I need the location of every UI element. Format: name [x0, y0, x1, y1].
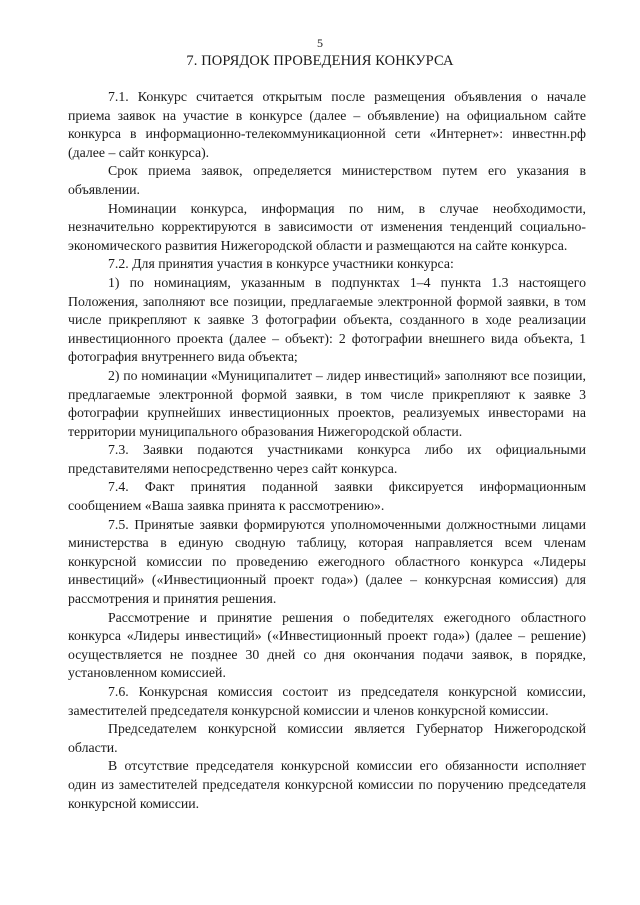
paragraph-7-3: 7.3. Заявки подаются участниками конкурса либо их официальными представителями непосредственно через сайт конкурса. — [68, 442, 586, 476]
paragraph-7-5: 7.5. Принятые заявки формируются уполномоченными должностными лицами министерства в единую сводную таблицу, которая направляется всем членам конкурсной комиссии по проведению ежегодного областного конкурса «Лидеры инвестиций» («Инвестиционный проект года») (далее – конкурсная комиссия) для рассмотрения и принятия решения. — [68, 516, 586, 607]
paragraph-7-2-item-1: 1) по номинациям, указанным в подпунктах 1–4 пункта 1.3 настоящего Положения, заполняют все позиции, предлагаемые электронной формой заявки, в том числе прикрепляют к заявке 3 фотографии объекта, созданного в ходе реализации инвестиционного проекта (далее – объект): 2 фотографии внешнего вида объекта, 1 фотография внутреннего вида объекта; — [68, 274, 586, 365]
paragraph-nominations: Номинации конкурса, информация по ним, в случае необходимости, незначительно корректируются в зависимости от изменения тенденций социально-экономического развития Нижегородской области и размещаются на сайте конкурса. — [68, 200, 586, 253]
paragraph-7-2-item-2: 2) по номинации «Муниципалитет – лидер инвестиций» заполняют все позиции, предлагаемые электронной формой заявки, в том числе прикрепляют к заявке 3 фотографии крупнейших инвестиционных проектов, реализуемых инвесторами на территории муниципального образования Нижегородской области. — [68, 367, 586, 439]
paragraph-chairman-absence: В отсутствие председателя конкурсной комиссии его обязанности исполняет один из заместителей председателя конкурсной комиссии по поручению председателя конкурсной комиссии. — [68, 758, 586, 811]
paragraph-7-6: 7.6. Конкурсная комиссия состоит из председателя конкурсной комиссии, заместителей председателя конкурсной комиссии и членов конкурсной комиссии. — [68, 684, 586, 718]
page-number: 5 — [317, 36, 323, 50]
paragraph-7-1: 7.1. Конкурс считается открытым после размещения объявления о начале приема заявок на участие в конкурсе (далее – объявление) на официальном сайте конкурса в информационно-телекоммуникационной сети «Интернет»: инвестнн.рф (далее – сайт конкурса). — [68, 89, 586, 160]
section-title: 7. ПОРЯДОК ПРОВЕДЕНИЯ КОНКУРСА — [186, 53, 454, 69]
paragraph-deadline: Срок приема заявок, определяется министерством путем его указания в объявлении. — [68, 163, 586, 197]
document-body — [68, 88, 586, 813]
paragraph-7-4: 7.4. Факт принятия поданной заявки фиксируется информационным сообщением «Ваша заявка принята к рассмотрению». — [68, 479, 586, 514]
paragraph-decision: Рассмотрение и принятие решения о победителях ежегодного областного конкурса «Лидеры инвестиций» («Инвестиционный проект года») (далее – решение) осуществляется не позднее 30 дней со дня окончания подачи заявок, в порядке, установленном комиссией. — [68, 609, 586, 681]
paragraph-chairman: Председателем конкурсной комиссии является Губернатор Нижегородской области. — [68, 721, 586, 755]
paragraph-7-2: 7.2. Для принятия участия в конкурсе участники конкурса: — [108, 256, 454, 272]
